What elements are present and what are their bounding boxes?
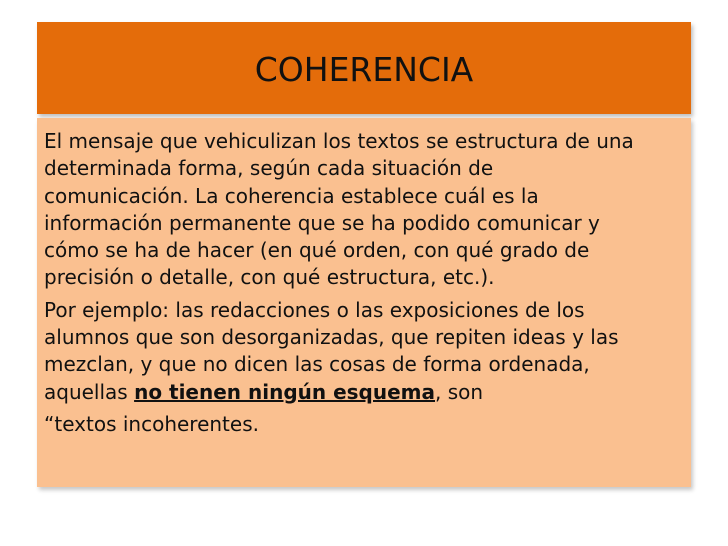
emphasis-text: no tienen ningún esquema (134, 379, 436, 404)
paragraph-1-line: precisión o detalle, con qué estructura, etc.). (44, 265, 495, 290)
paragraph-3-line: “textos incoherentes. (44, 411, 259, 436)
paragraph-1-line: El mensaje que vehiculizan los textos se estructura de una (44, 129, 634, 153)
line-prefix: aquellas (44, 379, 135, 404)
content-box (37, 118, 691, 487)
paragraph-2-line: mezclan, y que no dicen las cosas de forma ordenada, (44, 352, 590, 377)
paragraph-2-line: alumnos que son desorganizadas, que repiten ideas y las (44, 325, 619, 350)
paragraph-1-line: determinada forma, según cada situación de (44, 156, 494, 181)
paragraph-1-line: comunicación. La coherencia establece cuál es la (44, 183, 539, 208)
paragraph-1-line: información permanente que se ha podido comunicar y (44, 210, 600, 235)
title-box (37, 22, 691, 114)
paragraph-1-line: cómo se ha de hacer (en qué orden, con qué grado de (44, 238, 590, 263)
content-text (44, 128, 692, 438)
slide-title: COHERENCIA (254, 50, 474, 89)
paragraph-2-line: Por ejemplo: las redacciones o las exposiciones de los (44, 297, 585, 322)
line-suffix: , son (435, 379, 484, 404)
paragraph-2-line (44, 379, 692, 406)
